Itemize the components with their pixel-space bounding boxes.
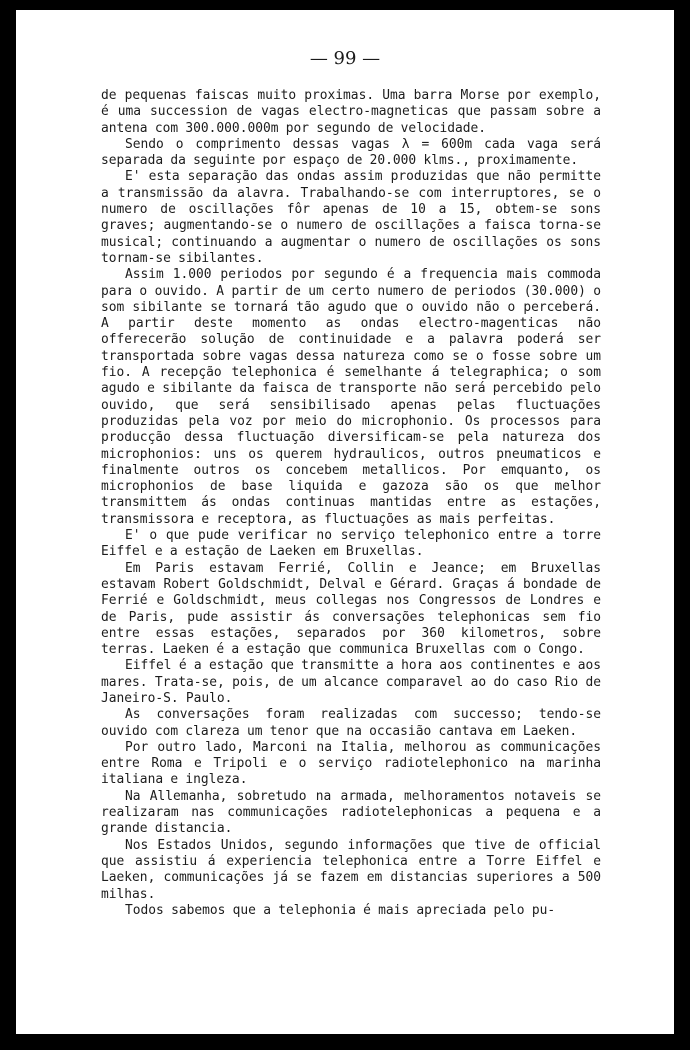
book-page <box>16 10 674 1034</box>
paragraph: E' o que pude verificar no serviço telephonico entre a torre Eiffel e a estação de Laeken em Bruxellas. <box>101 528 601 560</box>
paragraph: Eiffel é a estação que transmitte a hora aos continentes e aos mares. Trata-se, pois, de um alcance comparavel ao do caso Rio de Janeiro-S. Paulo. <box>101 658 601 706</box>
paragraph: Em Paris estavam Ferrié, Collin e Jeance; em Bruxellas estavam Robert Goldschmidt, Delval e Gérard. Graças á bondade de Ferrié e Goldschmidt, meus collegas nos Congressos de Londres e de Paris, pude assistir ás conversações telephonicas sem fio entre essas estações, separados por 360 kilometros, sobre terras. Laeken é a estação que communica Bruxellas com o Congo. <box>101 560 601 658</box>
paragraph: Nos Estados Unidos, segundo informações que tive de official que assistiu á experiencia telephonica entre a Torre Eiffel e Laeken, communicações já se fazem em distancias superiores a 500 milhas. <box>101 837 601 902</box>
page-number: — 99 — <box>309 48 381 69</box>
paragraph: Assim 1.000 periodos por segundo é a frequencia mais commoda para o ouvido. A partir de um certo numero de periodos (30.000) o som sibilante se tornará tão agudo que o ouvido não o perceberá. A partir deste momento as ondas electro-magenticas não offerecerão solução de continuidade e a palavra poderá ser transportada sobre vagas dessa natureza como se o fosse sobre um fio. A recepção telephonica é semelhante á telegraphica; o som agudo e sibilante da faisca de transporte não será percebido pelo ouvido, que será sensibilisado apenas pelas fluctuações produzidas pela voz por meio do microphonio. Os processos para producção dessa fluctuação diversificam-se pela natureza dos microphonios: uns os querem hydraulicos, outros pneumaticos e finalmente outros os concebem metallicos. Por emquanto, os microphonios de base liquida e gazoza são os que melhor transmittem ás ondas continuas mantidas entre as estações, transmissora e receptora, as fluctuações as mais perfeitas. <box>101 267 601 527</box>
paragraph: As conversações foram realizadas com successo; tendo-se ouvido com clareza um tenor que na occasião cantava em Laeken. <box>101 707 601 739</box>
paragraph: de pequenas faiscas muito proximas. Uma barra Morse por exemplo, é uma succession de vagas electro-magneticas que passam sobre a antena com 300.000.000m por segundo de velocidade. <box>101 88 601 136</box>
body-text <box>101 88 601 919</box>
paragraph: Sendo o comprimento dessas vagas λ = 600m cada vaga será separada da seguinte por espaço de 20.000 klms., proximamente. <box>101 136 601 169</box>
paragraph: Na Allemanha, sobretudo na armada, melhoramentos notaveis se realizaram nas communicações radiotelephonicas a pequena e a grande distancia. <box>101 788 601 837</box>
paragraph: Por outro lado, Marconi na Italia, melhorou as communicações entre Roma e Tripoli e o serviço radiotelephonico na marinha italiana e ingleza. <box>101 739 601 788</box>
paragraph: E' esta separação das ondas assim produzidas que não permitte a transmissão da alavra. Trabalhando-se com interruptores, se o numero de oscillações fôr apenas de 10 a 15, obtem-se sons graves; augmentando-se o numero de oscillações a faisca torna-se musical; continuando a augmentar o numero de oscillações os sons tornam-se sibilantes. <box>101 169 601 266</box>
paragraph: Todos sabemos que a telephonia é mais apreciada pelo pu- <box>125 902 556 918</box>
